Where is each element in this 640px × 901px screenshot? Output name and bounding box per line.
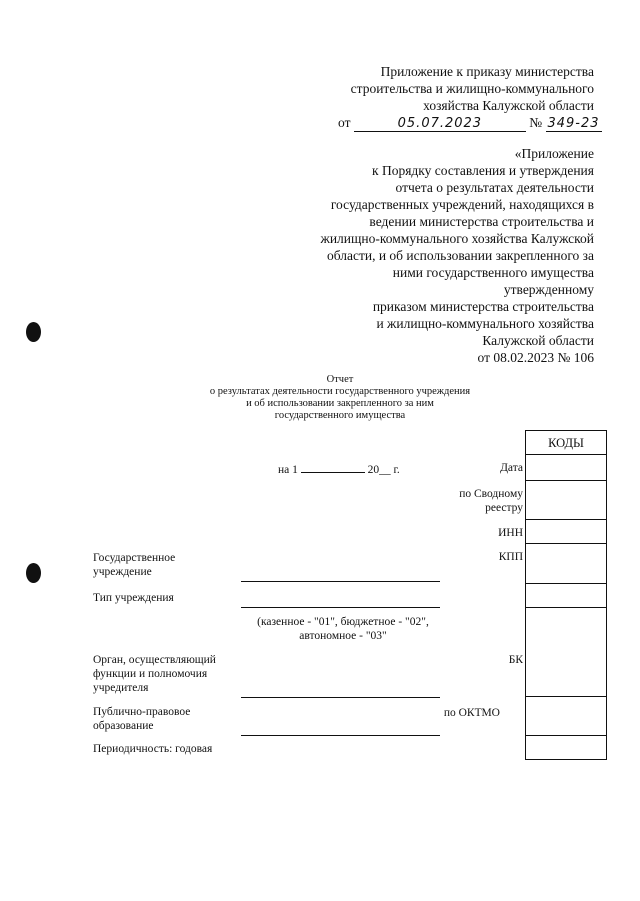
sub-appendix-line: ведении министерства строительства и — [369, 214, 594, 229]
appendix-line: хозяйства Калужской области — [423, 98, 594, 113]
sub-appendix-line: «Приложение — [514, 146, 594, 161]
table-rule — [525, 519, 607, 520]
institution-type-input-line[interactable] — [241, 607, 440, 608]
year-suffix: г. — [393, 464, 400, 476]
codes-header: КОДЫ — [548, 436, 584, 450]
handwritten-number: 349-23 — [547, 116, 600, 131]
sub-appendix-line: жилищно-коммунального хозяйства Калужской — [320, 231, 594, 246]
bk-code-label: БК — [508, 654, 523, 666]
municipality-input-line[interactable] — [241, 735, 440, 736]
sub-appendix-line: и жилищно-коммунального хозяйства — [376, 316, 594, 331]
sub-appendix-line: отчета о результатах деятельности — [395, 180, 594, 195]
sub-appendix-line: утвержденному — [503, 282, 594, 297]
handwritten-date: 05.07.2023 — [354, 116, 526, 132]
table-rule — [525, 430, 526, 760]
codes-table — [525, 430, 606, 760]
institution-type-hint: (казенное - "01", бюджетное - "02", автономное - "03" — [257, 616, 429, 642]
report-subtitle-line: государственного имущества — [274, 410, 406, 421]
table-rule — [525, 607, 607, 608]
binder-hole — [26, 563, 41, 583]
from-label: от — [338, 115, 351, 130]
report-date-line — [278, 461, 400, 477]
table-rule — [525, 583, 607, 584]
codes-header-cell — [525, 430, 607, 455]
date-code-label: Дата — [500, 462, 523, 474]
sub-appendix-line: области, и об использовании закрепленного за — [326, 248, 594, 263]
report-title: Отчет — [326, 374, 354, 385]
sub-appendix-line: ними государственного имущества — [392, 265, 594, 280]
table-rule — [525, 454, 607, 455]
table-rule — [525, 480, 607, 481]
appendix-line: строительства и жилищно-коммунального — [350, 81, 594, 96]
report-subtitle-line: и об использовании закрепленного за ним — [246, 398, 434, 409]
table-rule — [525, 696, 607, 697]
table-rule — [525, 759, 607, 760]
oktmo-code-label: по ОКТМО — [443, 707, 500, 719]
day-month-blank — [301, 461, 365, 473]
table-rule — [606, 430, 607, 760]
sub-appendix-line: Калужской области — [482, 333, 594, 348]
municipality-label: Публично-правовое образование — [93, 706, 191, 732]
sub-appendix-line: от 08.02.2023 № 106 — [477, 350, 594, 365]
founder-label: Орган, осуществляющий функции и полномочия учредителя — [93, 654, 216, 694]
institution-type-label: Тип учреждения — [93, 592, 174, 604]
institution-input-line[interactable] — [241, 581, 440, 582]
table-rule — [525, 735, 607, 736]
sub-appendix-line: к Порядку составления и утверждения — [372, 163, 594, 178]
sub-appendix-line: государственных учреждений, находящихся в — [330, 197, 594, 212]
year-prefix: 20__ — [367, 464, 391, 476]
table-rule — [525, 543, 607, 544]
number-label: № — [529, 115, 543, 130]
inn-code-label: ИНН — [498, 527, 523, 539]
institution-label: Государственное учреждение — [93, 552, 176, 578]
appendix-reference-line — [338, 115, 602, 132]
on-label: на 1 — [278, 464, 298, 476]
sub-appendix-line: приказом министерства строительства — [372, 299, 594, 314]
registry-code-label: по Сводному реестру — [459, 488, 523, 514]
appendix-line: Приложение к приказу министерства — [380, 64, 594, 79]
periodicity-label: Периодичность: годовая — [93, 743, 213, 755]
kpp-code-label: КПП — [498, 551, 523, 563]
binder-hole — [26, 322, 41, 342]
founder-input-line[interactable] — [241, 697, 440, 698]
report-subtitle-line: о результатах деятельности государственного учреждения — [209, 386, 471, 397]
